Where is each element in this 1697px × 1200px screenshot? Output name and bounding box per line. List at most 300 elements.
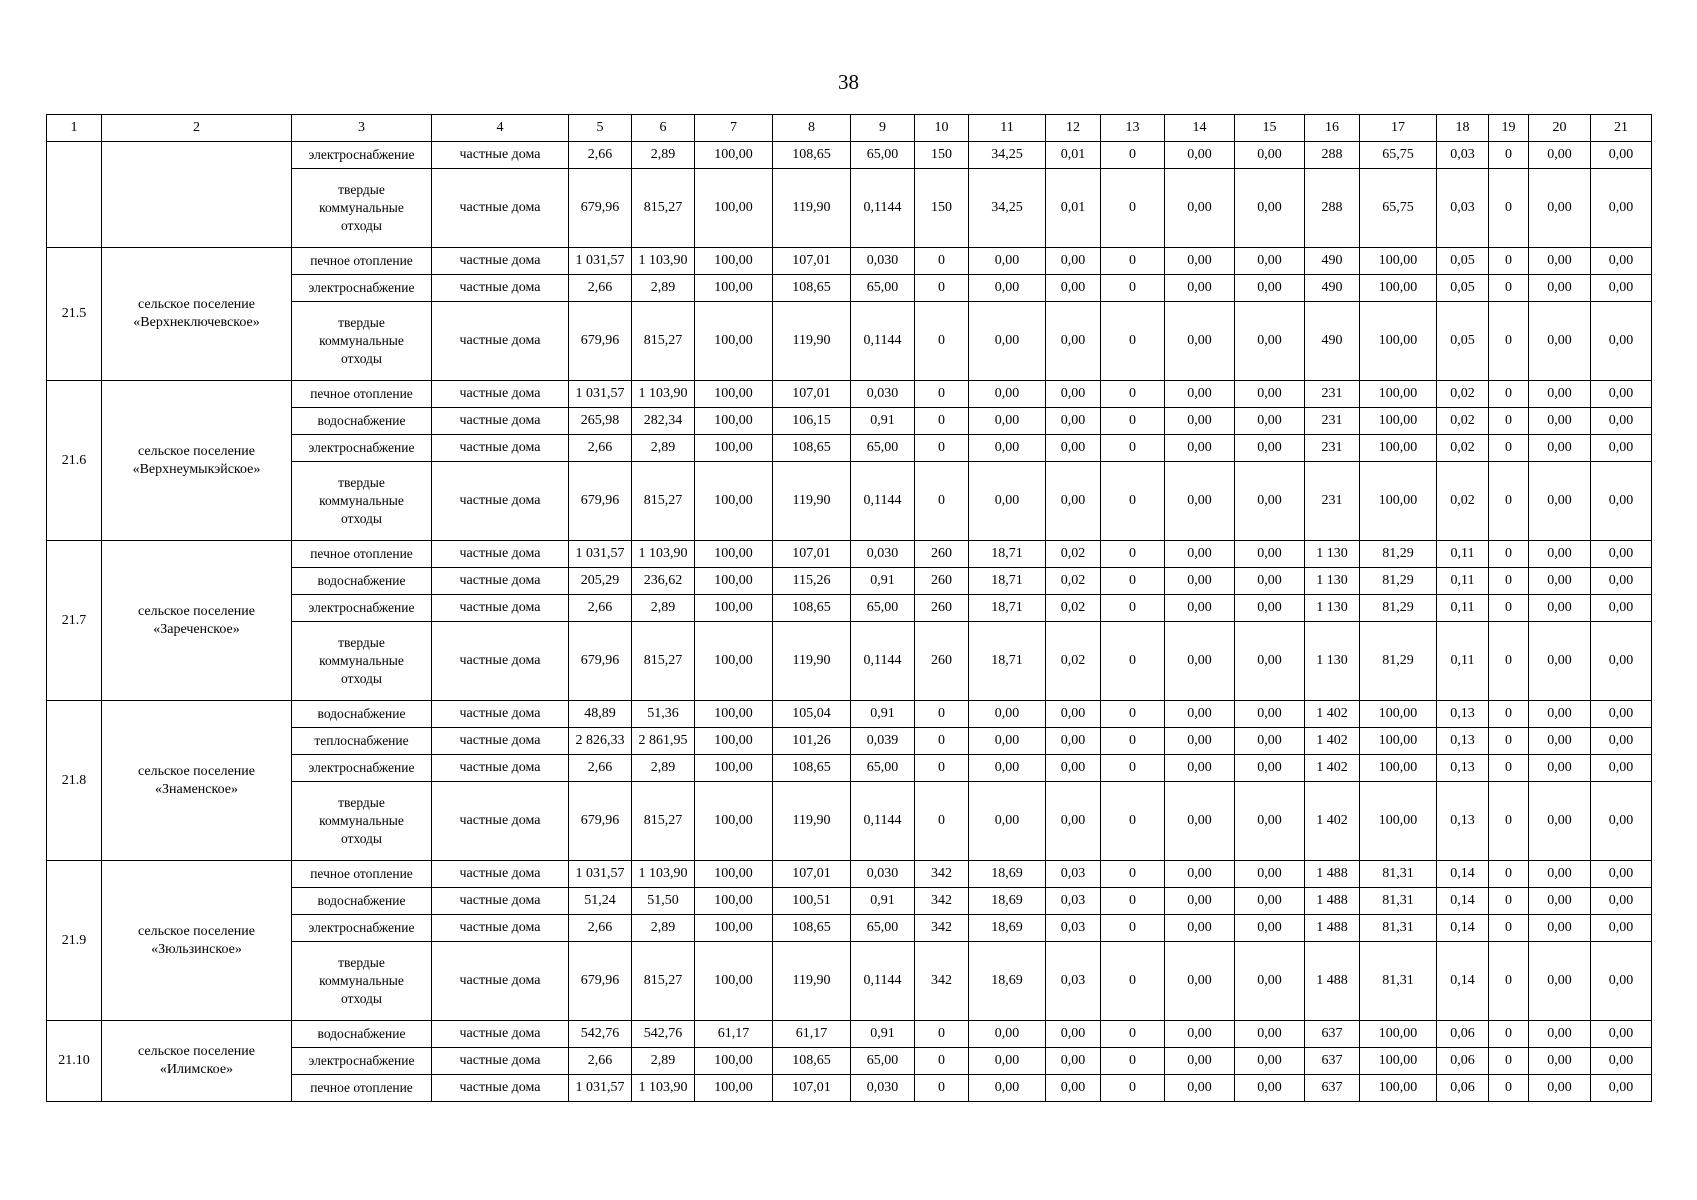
value-cell-col-17: 100,00: [1360, 1021, 1437, 1048]
housing-type: частные дома: [432, 728, 569, 755]
value-cell-col-17: 100,00: [1360, 728, 1437, 755]
housing-type: частные дома: [432, 755, 569, 782]
value-cell-col-9: 0,039: [851, 728, 915, 755]
value-cell-col-17: 81,31: [1360, 888, 1437, 915]
value-cell-col-11: 0,00: [969, 248, 1046, 275]
value-cell-col-16: 490: [1305, 248, 1360, 275]
settlement-code: 21.5: [47, 248, 102, 381]
value-cell-col-20: 0,00: [1529, 755, 1591, 782]
value-cell-col-17: 100,00: [1360, 1075, 1437, 1102]
value-cell-col-15: 0,00: [1235, 248, 1305, 275]
value-cell-col-15: 0,00: [1235, 755, 1305, 782]
value-cell-col-20: 0,00: [1529, 942, 1591, 1021]
value-cell-col-21: 0,00: [1591, 861, 1652, 888]
value-cell-col-10: 0: [915, 782, 969, 861]
value-cell-col-8: 108,65: [773, 142, 851, 169]
value-cell-col-9: 0,91: [851, 1021, 915, 1048]
value-cell-col-6: 815,27: [632, 462, 695, 541]
value-cell-col-9: 65,00: [851, 275, 915, 302]
value-cell-col-15: 0,00: [1235, 888, 1305, 915]
value-cell-col-14: 0,00: [1165, 435, 1235, 462]
value-cell-col-21: 0,00: [1591, 142, 1652, 169]
value-cell-col-5: 679,96: [569, 622, 632, 701]
value-cell-col-6: 542,76: [632, 1021, 695, 1048]
column-number-12: 12: [1046, 115, 1101, 142]
value-cell-col-14: 0,00: [1165, 595, 1235, 622]
housing-type: частные дома: [432, 782, 569, 861]
value-cell-col-7: 100,00: [695, 381, 773, 408]
value-cell-col-11: 0,00: [969, 728, 1046, 755]
value-cell-col-8: 108,65: [773, 1048, 851, 1075]
value-cell-col-10: 0: [915, 248, 969, 275]
value-cell-col-19: 0: [1489, 462, 1529, 541]
value-cell-col-10: 0: [915, 381, 969, 408]
value-cell-col-16: 231: [1305, 381, 1360, 408]
value-cell-col-12: 0,00: [1046, 755, 1101, 782]
value-cell-col-6: 815,27: [632, 782, 695, 861]
value-cell-col-9: 0,91: [851, 888, 915, 915]
value-cell-col-6: 2 861,95: [632, 728, 695, 755]
value-cell-col-21: 0,00: [1591, 1075, 1652, 1102]
value-cell-col-12: 0,03: [1046, 888, 1101, 915]
value-cell-col-12: 0,00: [1046, 1075, 1101, 1102]
value-cell-col-9: 0,1144: [851, 942, 915, 1021]
housing-type: частные дома: [432, 169, 569, 248]
value-cell-col-13: 0: [1101, 1048, 1165, 1075]
value-cell-col-7: 100,00: [695, 248, 773, 275]
column-number-19: 19: [1489, 115, 1529, 142]
value-cell-col-19: 0: [1489, 435, 1529, 462]
value-cell-col-5: 2,66: [569, 142, 632, 169]
value-cell-col-8: 107,01: [773, 1075, 851, 1102]
value-cell-col-14: 0,00: [1165, 942, 1235, 1021]
column-number-21: 21: [1591, 115, 1652, 142]
value-cell-col-13: 0: [1101, 435, 1165, 462]
value-cell-col-13: 0: [1101, 728, 1165, 755]
value-cell-col-6: 51,50: [632, 888, 695, 915]
value-cell-col-11: 0,00: [969, 1021, 1046, 1048]
value-cell-col-19: 0: [1489, 701, 1529, 728]
value-cell-col-21: 0,00: [1591, 435, 1652, 462]
value-cell-col-20: 0,00: [1529, 435, 1591, 462]
value-cell-col-18: 0,14: [1437, 942, 1489, 1021]
value-cell-col-10: 260: [915, 622, 969, 701]
value-cell-col-14: 0,00: [1165, 568, 1235, 595]
value-cell-col-7: 100,00: [695, 435, 773, 462]
value-cell-col-19: 0: [1489, 248, 1529, 275]
value-cell-col-15: 0,00: [1235, 169, 1305, 248]
value-cell-col-16: 1 488: [1305, 915, 1360, 942]
service-name: печное отопление: [292, 381, 432, 408]
value-cell-col-7: 100,00: [695, 275, 773, 302]
value-cell-col-16: 231: [1305, 435, 1360, 462]
value-cell-col-5: 2,66: [569, 1048, 632, 1075]
value-cell-col-7: 100,00: [695, 861, 773, 888]
value-cell-col-8: 119,90: [773, 622, 851, 701]
value-cell-col-14: 0,00: [1165, 302, 1235, 381]
settlement-name-line: сельское поселение: [138, 603, 255, 619]
housing-type: частные дома: [432, 302, 569, 381]
value-cell-col-16: 1 402: [1305, 782, 1360, 861]
column-number-17: 17: [1360, 115, 1437, 142]
value-cell-col-15: 0,00: [1235, 622, 1305, 701]
value-cell-col-8: 61,17: [773, 1021, 851, 1048]
value-cell-col-14: 0,00: [1165, 915, 1235, 942]
value-cell-col-20: 0,00: [1529, 248, 1591, 275]
value-cell-col-15: 0,00: [1235, 1021, 1305, 1048]
value-cell-col-14: 0,00: [1165, 275, 1235, 302]
value-cell-col-8: 106,15: [773, 408, 851, 435]
value-cell-col-21: 0,00: [1591, 381, 1652, 408]
value-cell-col-12: 0,03: [1046, 861, 1101, 888]
value-cell-col-18: 0,06: [1437, 1021, 1489, 1048]
value-cell-col-12: 0,00: [1046, 381, 1101, 408]
value-cell-col-6: 815,27: [632, 169, 695, 248]
value-cell-col-17: 81,31: [1360, 861, 1437, 888]
value-cell-col-10: 260: [915, 568, 969, 595]
column-number-13: 13: [1101, 115, 1165, 142]
value-cell-col-18: 0,13: [1437, 782, 1489, 861]
table-row: [47, 701, 1652, 728]
value-cell-col-20: 0,00: [1529, 568, 1591, 595]
value-cell-col-18: 0,11: [1437, 622, 1489, 701]
value-cell-col-20: 0,00: [1529, 1075, 1591, 1102]
value-cell-col-8: 101,26: [773, 728, 851, 755]
value-cell-col-8: 115,26: [773, 568, 851, 595]
value-cell-col-5: 679,96: [569, 302, 632, 381]
value-cell-col-7: 100,00: [695, 302, 773, 381]
housing-type: частные дома: [432, 942, 569, 1021]
value-cell-col-5: 1 031,57: [569, 861, 632, 888]
value-cell-col-11: 18,69: [969, 942, 1046, 1021]
value-cell-col-6: 1 103,90: [632, 1075, 695, 1102]
value-cell-col-13: 0: [1101, 275, 1165, 302]
value-cell-col-10: 342: [915, 888, 969, 915]
service-name: печное отопление: [292, 861, 432, 888]
value-cell-col-18: 0,14: [1437, 861, 1489, 888]
value-cell-col-20: 0,00: [1529, 381, 1591, 408]
value-cell-col-11: 34,25: [969, 169, 1046, 248]
housing-type: частные дома: [432, 622, 569, 701]
value-cell-col-19: 0: [1489, 595, 1529, 622]
housing-type: частные дома: [432, 915, 569, 942]
service-name: электроснабжение: [292, 275, 432, 302]
value-cell-col-20: 0,00: [1529, 595, 1591, 622]
housing-type: частные дома: [432, 142, 569, 169]
value-cell-col-5: 2,66: [569, 435, 632, 462]
value-cell-col-20: 0,00: [1529, 782, 1591, 861]
value-cell-col-7: 100,00: [695, 568, 773, 595]
value-cell-col-13: 0: [1101, 541, 1165, 568]
value-cell-col-15: 0,00: [1235, 142, 1305, 169]
value-cell-col-9: 0,91: [851, 701, 915, 728]
value-cell-col-16: 637: [1305, 1048, 1360, 1075]
value-cell-col-20: 0,00: [1529, 169, 1591, 248]
value-cell-col-17: 100,00: [1360, 302, 1437, 381]
value-cell-col-16: 288: [1305, 169, 1360, 248]
value-cell-col-18: 0,03: [1437, 169, 1489, 248]
value-cell-col-13: 0: [1101, 408, 1165, 435]
settlement-code: 21.9: [47, 861, 102, 1021]
settlement-code: 21.10: [47, 1021, 102, 1102]
value-cell-col-9: 0,1144: [851, 302, 915, 381]
settlement-code: 21.8: [47, 701, 102, 861]
value-cell-col-17: 81,29: [1360, 568, 1437, 595]
value-cell-col-12: 0,02: [1046, 595, 1101, 622]
value-cell-col-20: 0,00: [1529, 302, 1591, 381]
value-cell-col-15: 0,00: [1235, 435, 1305, 462]
value-cell-col-11: 18,69: [969, 861, 1046, 888]
value-cell-col-13: 0: [1101, 302, 1165, 381]
housing-type: частные дома: [432, 1021, 569, 1048]
value-cell-col-12: 0,00: [1046, 701, 1101, 728]
value-cell-col-18: 0,05: [1437, 302, 1489, 381]
value-cell-col-17: 81,29: [1360, 541, 1437, 568]
value-cell-col-20: 0,00: [1529, 888, 1591, 915]
value-cell-col-18: 0,02: [1437, 435, 1489, 462]
value-cell-col-5: 2,66: [569, 755, 632, 782]
value-cell-col-12: 0,02: [1046, 541, 1101, 568]
value-cell-col-18: 0,11: [1437, 541, 1489, 568]
value-cell-col-13: 0: [1101, 1075, 1165, 1102]
settlement-code: 21.6: [47, 381, 102, 541]
table-row: [47, 142, 1652, 169]
table-row: [47, 1021, 1652, 1048]
value-cell-col-15: 0,00: [1235, 915, 1305, 942]
value-cell-col-8: 119,90: [773, 942, 851, 1021]
column-number-8: 8: [773, 115, 851, 142]
value-cell-col-15: 0,00: [1235, 728, 1305, 755]
value-cell-col-21: 0,00: [1591, 755, 1652, 782]
settlement-name-line: сельское поселение: [138, 1044, 255, 1059]
housing-type: частные дома: [432, 595, 569, 622]
settlement-name: [102, 861, 292, 1021]
value-cell-col-11: 18,71: [969, 568, 1046, 595]
value-cell-col-10: 0: [915, 1075, 969, 1102]
value-cell-col-5: 2,66: [569, 275, 632, 302]
value-cell-col-16: 490: [1305, 275, 1360, 302]
value-cell-col-9: 0,1144: [851, 169, 915, 248]
value-cell-col-21: 0,00: [1591, 169, 1652, 248]
value-cell-col-14: 0,00: [1165, 169, 1235, 248]
value-cell-col-18: 0,05: [1437, 275, 1489, 302]
column-number-4: 4: [432, 115, 569, 142]
value-cell-col-21: 0,00: [1591, 302, 1652, 381]
value-cell-col-9: 0,030: [851, 381, 915, 408]
value-cell-col-10: 0: [915, 1021, 969, 1048]
housing-type: частные дома: [432, 701, 569, 728]
value-cell-col-8: 107,01: [773, 541, 851, 568]
value-cell-col-14: 0,00: [1165, 1075, 1235, 1102]
value-cell-col-7: 100,00: [695, 462, 773, 541]
value-cell-col-11: 0,00: [969, 1075, 1046, 1102]
value-cell-col-5: 542,76: [569, 1021, 632, 1048]
value-cell-col-21: 0,00: [1591, 701, 1652, 728]
value-cell-col-16: 1 130: [1305, 541, 1360, 568]
value-cell-col-6: 2,89: [632, 915, 695, 942]
housing-type: частные дома: [432, 888, 569, 915]
value-cell-col-17: 100,00: [1360, 381, 1437, 408]
service-name: твердые коммунальные отходы: [292, 622, 432, 701]
value-cell-col-16: 1 130: [1305, 568, 1360, 595]
value-cell-col-21: 0,00: [1591, 622, 1652, 701]
value-cell-col-8: 105,04: [773, 701, 851, 728]
column-number-11: 11: [969, 115, 1046, 142]
service-name: водоснабжение: [292, 701, 432, 728]
value-cell-col-18: 0,14: [1437, 915, 1489, 942]
value-cell-col-16: 1 130: [1305, 595, 1360, 622]
value-cell-col-14: 0,00: [1165, 888, 1235, 915]
value-cell-col-17: 81,31: [1360, 942, 1437, 1021]
value-cell-col-12: 0,02: [1046, 622, 1101, 701]
value-cell-col-15: 0,00: [1235, 595, 1305, 622]
value-cell-col-8: 108,65: [773, 595, 851, 622]
settlement-name: [102, 541, 292, 701]
settlement-code: [47, 142, 102, 248]
service-name: твердые коммунальные отходы: [292, 462, 432, 541]
value-cell-col-9: 0,1144: [851, 462, 915, 541]
value-cell-col-12: 0,00: [1046, 462, 1101, 541]
value-cell-col-5: 2 826,33: [569, 728, 632, 755]
value-cell-col-14: 0,00: [1165, 541, 1235, 568]
settlement-name: [102, 1021, 292, 1102]
value-cell-col-6: 815,27: [632, 942, 695, 1021]
settlement-name-line: сельское поселение: [138, 923, 255, 939]
value-cell-col-9: 0,91: [851, 408, 915, 435]
value-cell-col-12: 0,01: [1046, 142, 1101, 169]
value-cell-col-12: 0,01: [1046, 169, 1101, 248]
value-cell-col-12: 0,00: [1046, 1021, 1101, 1048]
value-cell-col-8: 107,01: [773, 381, 851, 408]
value-cell-col-17: 81,31: [1360, 915, 1437, 942]
value-cell-col-5: 679,96: [569, 942, 632, 1021]
value-cell-col-17: 100,00: [1360, 435, 1437, 462]
value-cell-col-16: 637: [1305, 1075, 1360, 1102]
value-cell-col-7: 100,00: [695, 728, 773, 755]
value-cell-col-5: 679,96: [569, 782, 632, 861]
value-cell-col-13: 0: [1101, 942, 1165, 1021]
value-cell-col-13: 0: [1101, 782, 1165, 861]
housing-type: частные дома: [432, 275, 569, 302]
service-name: твердые коммунальные отходы: [292, 942, 432, 1021]
column-number-3: 3: [292, 115, 432, 142]
value-cell-col-10: 0: [915, 728, 969, 755]
value-cell-col-15: 0,00: [1235, 408, 1305, 435]
value-cell-col-20: 0,00: [1529, 408, 1591, 435]
value-cell-col-11: 18,69: [969, 915, 1046, 942]
value-cell-col-19: 0: [1489, 728, 1529, 755]
service-name: водоснабжение: [292, 408, 432, 435]
value-cell-col-13: 0: [1101, 915, 1165, 942]
value-cell-col-21: 0,00: [1591, 942, 1652, 1021]
value-cell-col-17: 65,75: [1360, 142, 1437, 169]
value-cell-col-19: 0: [1489, 915, 1529, 942]
value-cell-col-17: 100,00: [1360, 408, 1437, 435]
value-cell-col-19: 0: [1489, 888, 1529, 915]
value-cell-col-13: 0: [1101, 595, 1165, 622]
value-cell-col-12: 0,00: [1046, 728, 1101, 755]
value-cell-col-19: 0: [1489, 942, 1529, 1021]
value-cell-col-14: 0,00: [1165, 381, 1235, 408]
value-cell-col-7: 100,00: [695, 1075, 773, 1102]
value-cell-col-14: 0,00: [1165, 622, 1235, 701]
value-cell-col-19: 0: [1489, 755, 1529, 782]
service-name: твердые коммунальные отходы: [292, 302, 432, 381]
value-cell-col-18: 0,06: [1437, 1048, 1489, 1075]
service-name: водоснабжение: [292, 1021, 432, 1048]
value-cell-col-9: 0,1144: [851, 782, 915, 861]
value-cell-col-5: 1 031,57: [569, 381, 632, 408]
value-cell-col-21: 0,00: [1591, 915, 1652, 942]
value-cell-col-5: 2,66: [569, 915, 632, 942]
value-cell-col-21: 0,00: [1591, 275, 1652, 302]
table-row: [47, 381, 1652, 408]
settlement-name: [102, 381, 292, 541]
value-cell-col-16: 231: [1305, 408, 1360, 435]
value-cell-col-6: 2,89: [632, 755, 695, 782]
value-cell-col-10: 0: [915, 462, 969, 541]
value-cell-col-20: 0,00: [1529, 275, 1591, 302]
value-cell-col-8: 119,90: [773, 169, 851, 248]
settlement-name-line: «Знаменское»: [155, 781, 238, 797]
value-cell-col-19: 0: [1489, 1075, 1529, 1102]
value-cell-col-5: 48,89: [569, 701, 632, 728]
value-cell-col-19: 0: [1489, 622, 1529, 701]
value-cell-col-5: 679,96: [569, 169, 632, 248]
value-cell-col-10: 0: [915, 755, 969, 782]
column-number-10: 10: [915, 115, 969, 142]
settlement-name-line: «Зареченское»: [153, 621, 240, 637]
value-cell-col-8: 108,65: [773, 275, 851, 302]
table-row: [47, 248, 1652, 275]
value-cell-col-21: 0,00: [1591, 888, 1652, 915]
value-cell-col-17: 100,00: [1360, 701, 1437, 728]
settlement-name-line: сельское поселение: [138, 443, 255, 459]
value-cell-col-8: 108,65: [773, 755, 851, 782]
settlement-name: [102, 701, 292, 861]
value-cell-col-11: 0,00: [969, 381, 1046, 408]
value-cell-col-8: 108,65: [773, 915, 851, 942]
value-cell-col-19: 0: [1489, 1048, 1529, 1075]
value-cell-col-6: 2,89: [632, 275, 695, 302]
settlement-name-line: «Верхнеумыкэйское»: [132, 461, 261, 477]
value-cell-col-8: 119,90: [773, 302, 851, 381]
value-cell-col-12: 0,03: [1046, 942, 1101, 1021]
value-cell-col-10: 260: [915, 595, 969, 622]
value-cell-col-13: 0: [1101, 622, 1165, 701]
column-number-1: 1: [47, 115, 102, 142]
value-cell-col-20: 0,00: [1529, 728, 1591, 755]
value-cell-col-6: 1 103,90: [632, 541, 695, 568]
value-cell-col-13: 0: [1101, 701, 1165, 728]
value-cell-col-11: 0,00: [969, 1048, 1046, 1075]
value-cell-col-16: 1 488: [1305, 942, 1360, 1021]
value-cell-col-5: 1 031,57: [569, 1075, 632, 1102]
value-cell-col-15: 0,00: [1235, 381, 1305, 408]
value-cell-col-7: 100,00: [695, 782, 773, 861]
page-number: 38: [838, 70, 859, 94]
value-cell-col-5: 51,24: [569, 888, 632, 915]
value-cell-col-11: 0,00: [969, 755, 1046, 782]
value-cell-col-12: 0,00: [1046, 782, 1101, 861]
value-cell-col-8: 108,65: [773, 435, 851, 462]
service-name: электроснабжение: [292, 435, 432, 462]
value-cell-col-19: 0: [1489, 381, 1529, 408]
value-cell-col-10: 0: [915, 435, 969, 462]
value-cell-col-20: 0,00: [1529, 1021, 1591, 1048]
value-cell-col-11: 18,71: [969, 595, 1046, 622]
value-cell-col-7: 100,00: [695, 755, 773, 782]
